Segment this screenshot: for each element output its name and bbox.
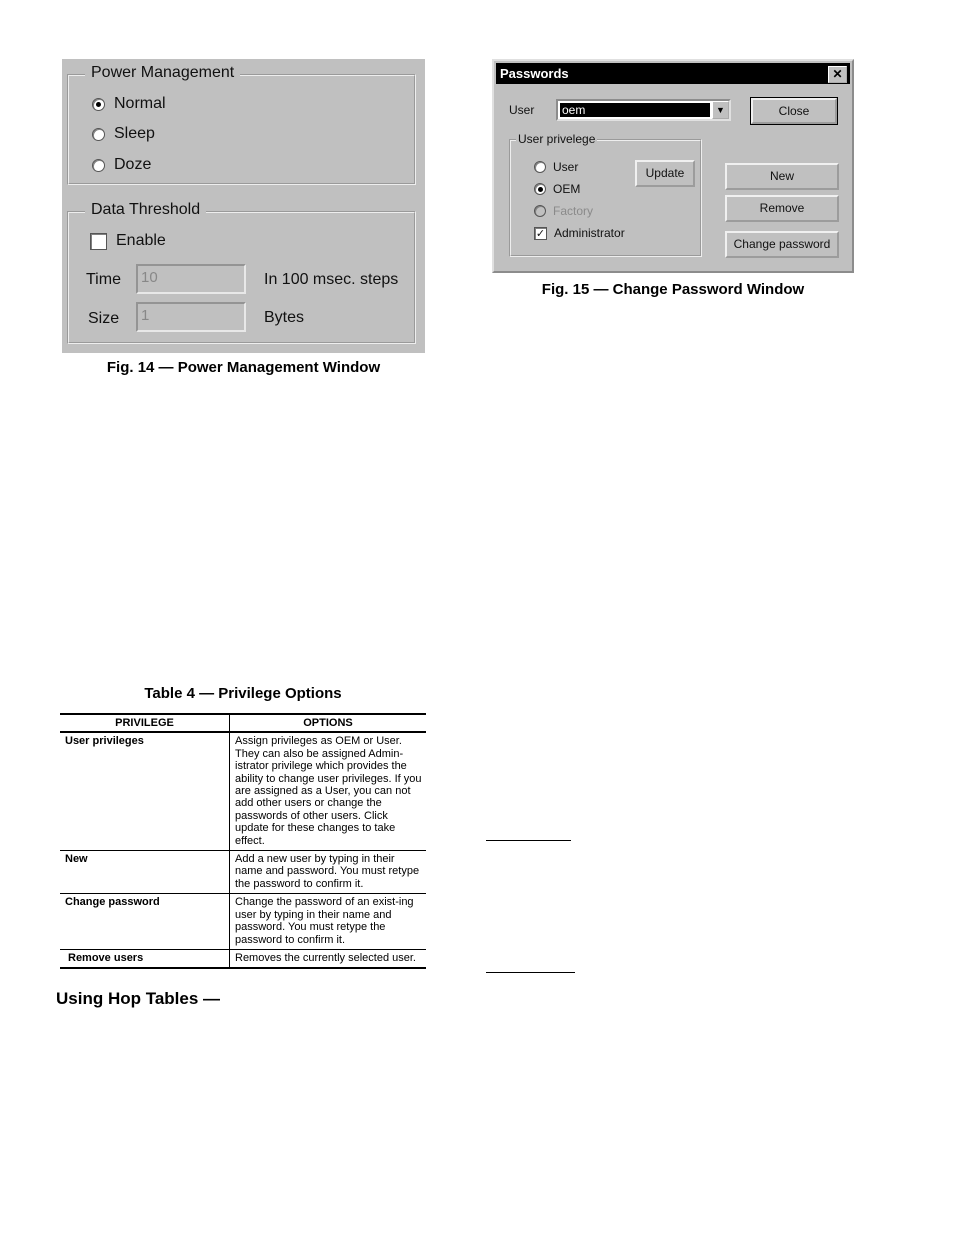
time-input[interactable]: 10 [136,264,246,294]
radio-normal[interactable] [92,95,166,113]
check-icon[interactable]: ✓ [535,227,546,240]
size-input[interactable]: 1 [136,302,246,332]
remove-button[interactable]: Remove [725,195,839,222]
checkbox-icon[interactable] [90,233,107,250]
window-title: Passwords [500,66,569,81]
title-bar[interactable] [496,63,850,84]
radio-doze-label: Doze [114,156,152,173]
power-management-window [62,59,425,353]
radio-factory [534,204,593,218]
radio-normal-label: Normal [114,95,166,112]
user-select[interactable] [556,99,731,121]
enable-label: Enable [116,232,166,249]
table-cell-options: Add a new user by typing in their name and password. You must retype the password to confirm it. [230,851,427,894]
administrator-label: Administrator [554,226,625,240]
section-heading: Using Hop Tables — [56,989,221,1008]
close-icon[interactable]: ✕ [828,66,847,83]
close-button[interactable]: Close [751,98,837,124]
table-row [60,949,426,968]
table-row [60,732,426,850]
radio-oem-label: OEM [553,182,581,196]
radio-selected-icon[interactable] [534,183,546,195]
radio-sleep-label: Sleep [114,125,155,142]
table-cell-privilege: Remove users [60,949,230,968]
time-label: Time [86,271,121,288]
user-select-value: oem [560,103,710,117]
radio-icon[interactable] [534,161,546,173]
radio-icon[interactable] [92,128,105,141]
administrator-checkbox[interactable] [534,226,625,240]
fig14-caption: Fig. 14 — Power Management Window [106,359,381,376]
radio-user-label: User [553,160,579,174]
divider-rule [486,840,571,841]
table4-title: Table 4 — Privilege Options [144,685,342,702]
table-cell-options: Change the password of an exist-ing user by typing in their name and password. You must retype the password to confirm it. [230,894,427,950]
update-button[interactable]: Update [635,160,695,187]
change-password-button[interactable]: Change password [725,231,839,258]
table-row [60,894,426,950]
time-units-label: In 100 msec. steps [264,271,399,288]
enable-checkbox[interactable] [90,232,166,250]
radio-doze[interactable] [92,156,151,174]
table-header-options: OPTIONS [230,714,427,732]
power-management-group [67,64,416,185]
user-label: User [509,103,535,117]
table-header-privilege: PRIVILEGE [60,714,230,732]
divider-rule [486,972,575,973]
radio-disabled-icon [534,205,546,217]
table-cell-privilege: Change password [60,894,230,950]
size-units-label: Bytes [264,309,305,326]
table-row [60,851,426,894]
size-label: Size [88,310,120,327]
user-privilege-group [509,132,702,257]
table-cell-privilege: New [60,851,230,894]
radio-sleep[interactable] [92,125,155,143]
passwords-window [492,59,854,273]
radio-selected-icon[interactable] [92,98,105,111]
table-cell-privilege: User privileges [60,732,230,850]
radio-icon[interactable] [92,159,105,172]
chevron-down-icon[interactable]: ▼ [712,101,729,119]
data-threshold-group [67,201,416,344]
new-button[interactable]: New [725,163,839,190]
user-privilege-group-title: User privelege [518,132,596,146]
power-management-group-title: Power Management [85,64,240,82]
data-threshold-group-title: Data Threshold [85,201,206,219]
fig15-caption: Fig. 15 — Change Password Window [541,281,805,298]
table-cell-options: Removes the currently selected user. [230,949,427,968]
radio-factory-label: Factory [553,204,594,218]
table-cell-options: Assign privileges as OEM or User. They can also be assigned Admin-istrator privilege which provides the ability to change user privileges. If you are assigned as a User, you can not add other users or change the passwords of other users. Click update for these changes to take effect. [230,732,427,850]
radio-oem[interactable] [534,182,580,196]
radio-user[interactable] [534,160,578,174]
table-header-row [60,714,426,732]
privilege-options-table [60,713,426,969]
